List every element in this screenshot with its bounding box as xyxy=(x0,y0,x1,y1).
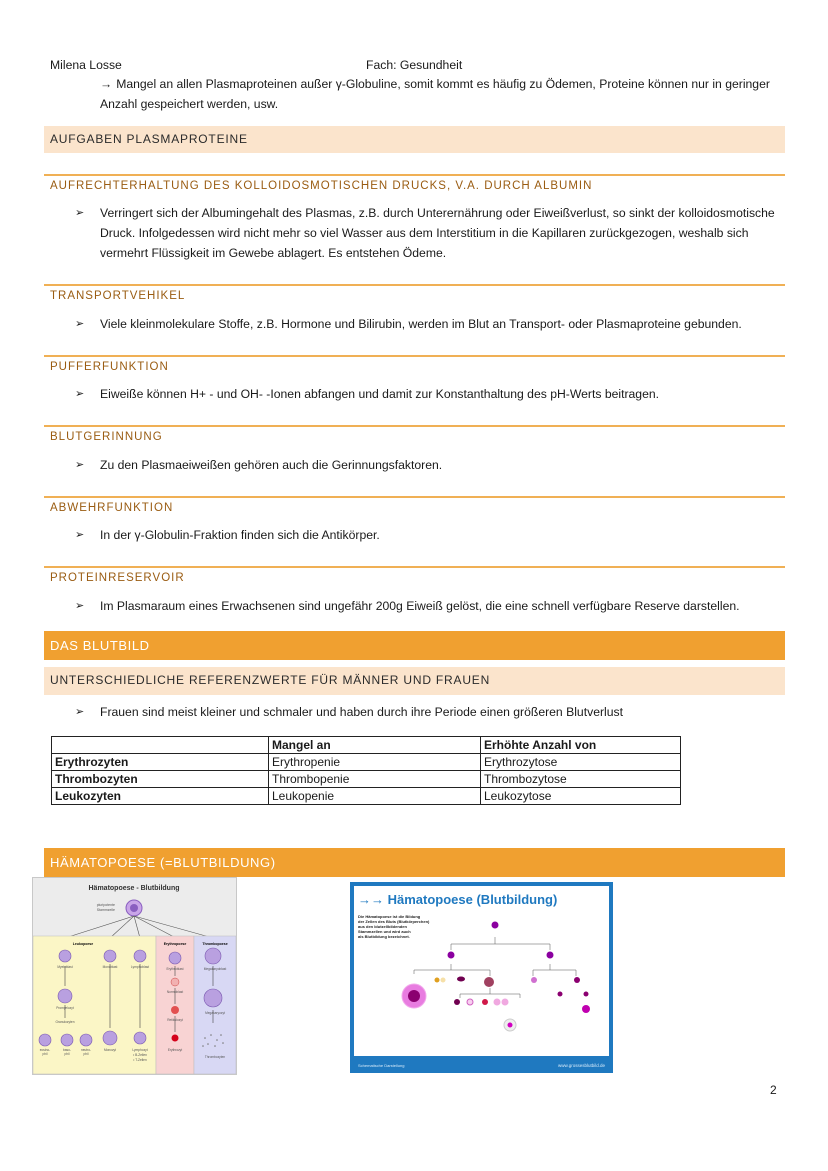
arrowhead-bullet-icon: ➢ xyxy=(75,207,85,219)
subsection-title: BLUTGERINNUNG xyxy=(50,431,163,443)
svg-text:phil: phil xyxy=(83,1052,89,1056)
table-row: Thrombozyten Thrombopenie Thrombozytose xyxy=(52,771,681,788)
svg-text:Stammzellen und wird auch: Stammzellen und wird auch xyxy=(358,929,411,934)
subsection-reservoir xyxy=(44,566,785,598)
svg-text:Thrombopoese: Thrombopoese xyxy=(202,942,228,946)
bullet-item: ➢ In der γ-Globulin-Fraktion finden sich die Antikörper. xyxy=(75,525,780,545)
heading-text: HÄMATOPOESE (=BLUTBILDUNG) xyxy=(50,855,276,870)
svg-text:Normoblast: Normoblast xyxy=(166,990,184,994)
table-row: Leukozyten Leukopenie Leukozytose xyxy=(52,788,681,805)
page-number: 2 xyxy=(770,1083,777,1097)
subsection-title: PUFFERFUNKTION xyxy=(50,361,169,373)
svg-text:Die Hämatopoese ist die Bildun: Die Hämatopoese ist die Bildung xyxy=(358,914,421,919)
subsection-title: TRANSPORTVEHIKEL xyxy=(50,290,186,302)
section-heading-haematopoese xyxy=(44,848,785,877)
author-name: Milena Losse xyxy=(50,58,122,72)
svg-text:• B-Zellen: • B-Zellen xyxy=(133,1053,147,1057)
svg-text:www.grossesblutbild.de: www.grossesblutbild.de xyxy=(557,1063,605,1068)
subsection-gerinnung xyxy=(44,425,785,457)
svg-text:Erythrozyt: Erythrozyt xyxy=(167,1048,183,1052)
svg-text:Leukopoese: Leukopoese xyxy=(72,942,94,946)
table-row: Erythrozyten Erythropenie Erythrozytose xyxy=(52,754,681,771)
arrowhead-bullet-icon: ➢ xyxy=(75,706,85,718)
continuation-paragraph xyxy=(100,74,780,114)
svg-text:Lymphozyt: Lymphozyt xyxy=(132,1048,148,1052)
svg-text:→→ Hämatopoese (Blutbildung): →→ Hämatopoese (Blutbildung) xyxy=(358,892,558,907)
bullet-item: ➢ Verringert sich der Albumingehalt des Plasmas, z.B. durch Unterernährung oder Eiweißverlust, so sinkt der kolloidosmotische Druck. Infolgedessen wird nicht mehr so viel Wasser aus dem Interstitium in die Kapillaren zurückgezogen, weshalb sich vermehrt Flüssigkeit im Gewebe ablagert. Es entstehen Ödeme. xyxy=(75,203,780,263)
svg-text:aus den blutzellbildenden: aus den blutzellbildenden xyxy=(358,924,407,929)
svg-text:Retikulozyt: Retikulozyt xyxy=(167,1018,183,1022)
svg-text:• T-Zellen: • T-Zellen xyxy=(133,1058,147,1062)
svg-text:Promyelozyt: Promyelozyt xyxy=(56,1006,74,1010)
haematopoese-diagram-left xyxy=(32,877,237,1075)
subsection-title: PROTEINRESERVOIR xyxy=(50,572,185,584)
subsection-title: ABWEHRFUNKTION xyxy=(50,502,174,514)
arrowhead-bullet-icon: ➢ xyxy=(75,318,85,330)
svg-text:Lymphoblast: Lymphoblast xyxy=(131,965,149,969)
svg-text:Megakaryozyt: Megakaryozyt xyxy=(205,1011,225,1015)
section-heading-blutbild xyxy=(44,631,785,660)
svg-text:Megakaryoblast: Megakaryoblast xyxy=(203,967,227,971)
svg-text:baso-: baso- xyxy=(63,1048,71,1052)
svg-text:eosino-: eosino- xyxy=(39,1048,51,1052)
svg-text:neutro-: neutro- xyxy=(80,1048,92,1052)
subsection-transport xyxy=(44,284,785,316)
bullet-item: ➢ Im Plasmaraum eines Erwachsenen sind ungefähr 200g Eiweiß gelöst, die eine schnell verfügbare Reserve darstellen. xyxy=(75,596,780,616)
svg-text:Hämatopoese - Blutbildung: Hämatopoese - Blutbildung xyxy=(88,885,180,892)
heading-text: AUFGABEN PLASMAPROTEINE xyxy=(50,132,248,146)
svg-text:Stammzelle: Stammzelle xyxy=(96,908,115,912)
svg-text:der Zellen des Bluts (Blutkörp: der Zellen des Bluts (Blutkörperchen) xyxy=(358,919,430,924)
arrowhead-bullet-icon: ➢ xyxy=(75,529,85,541)
bullet-item: ➢ Frauen sind meist kleiner und schmaler und haben durch ihre Periode einen größeren Blutverlust xyxy=(75,702,780,722)
svg-text:Monozyt: Monozyt xyxy=(103,1048,117,1052)
subsection-puffer xyxy=(44,355,785,387)
svg-text:als Blutbildung bezeichnet.: als Blutbildung bezeichnet. xyxy=(358,934,410,939)
subsection-abwehr xyxy=(44,496,785,528)
bullet-item: ➢ Viele kleinmolekulare Stoffe, z.B. Hormone und Bilirubin, werden im Blut an Transport- oder Plasmaproteine gebunden. xyxy=(75,314,780,334)
svg-text:Monoblast: Monoblast xyxy=(102,965,118,969)
heading-text: UNTERSCHIEDLICHE REFERENZWERTE FÜR MÄNNER UND FRAUEN xyxy=(50,673,491,687)
haematopoese-infographic-right xyxy=(350,882,613,1073)
svg-text:Thrombozyten: Thrombozyten xyxy=(204,1055,226,1059)
blood-count-table xyxy=(51,736,681,805)
arrowhead-bullet-icon: ➢ xyxy=(75,600,85,612)
heading-text: DAS BLUTBILD xyxy=(50,638,150,653)
section-heading-plasma xyxy=(44,126,785,153)
svg-text:pluripotente: pluripotente xyxy=(96,903,115,907)
bullet-item: ➢ Zu den Plasmaeiweißen gehören auch die Gerinnungsfaktoren. xyxy=(75,455,780,475)
subsection-kolloid xyxy=(44,174,785,206)
svg-text:phil: phil xyxy=(64,1052,70,1056)
subject-label: Fach: Gesundheit xyxy=(366,58,463,72)
table-header-row: Mangel an Erhöhte Anzahl von xyxy=(52,737,681,754)
subsection-referenzwerte xyxy=(44,667,785,695)
bullet-item: ➢ Eiweiße können H+ - und OH- -Ionen abfangen und damit zur Konstanthaltung des pH-Werts beitragen. xyxy=(75,384,780,404)
subsection-title: AUFRECHTERHALTUNG DES KOLLOIDOSMOTISCHEN DRUCKS, V.A. DURCH ALBUMIN xyxy=(50,180,593,192)
svg-text:Myeloblast: Myeloblast xyxy=(57,965,73,969)
continuation-text: Mangel an allen Plasmaproteinen außer γ-Globuline, somit kommt es häufig zu Ödemen, Proteine können nur in geringer Anzahl gespeichert werden, usw. xyxy=(100,77,770,111)
svg-text:Schematische Darstellung: Schematische Darstellung xyxy=(358,1063,405,1068)
arrow-icon: → xyxy=(100,77,113,91)
svg-text:Erythroblast: Erythroblast xyxy=(166,967,184,971)
arrowhead-bullet-icon: ➢ xyxy=(75,388,85,400)
arrowhead-bullet-icon: ➢ xyxy=(75,459,85,471)
svg-text:Erythropoese: Erythropoese xyxy=(163,942,187,946)
svg-text:phil: phil xyxy=(42,1052,48,1056)
svg-text:Granulozyten: Granulozyten xyxy=(55,1020,75,1024)
